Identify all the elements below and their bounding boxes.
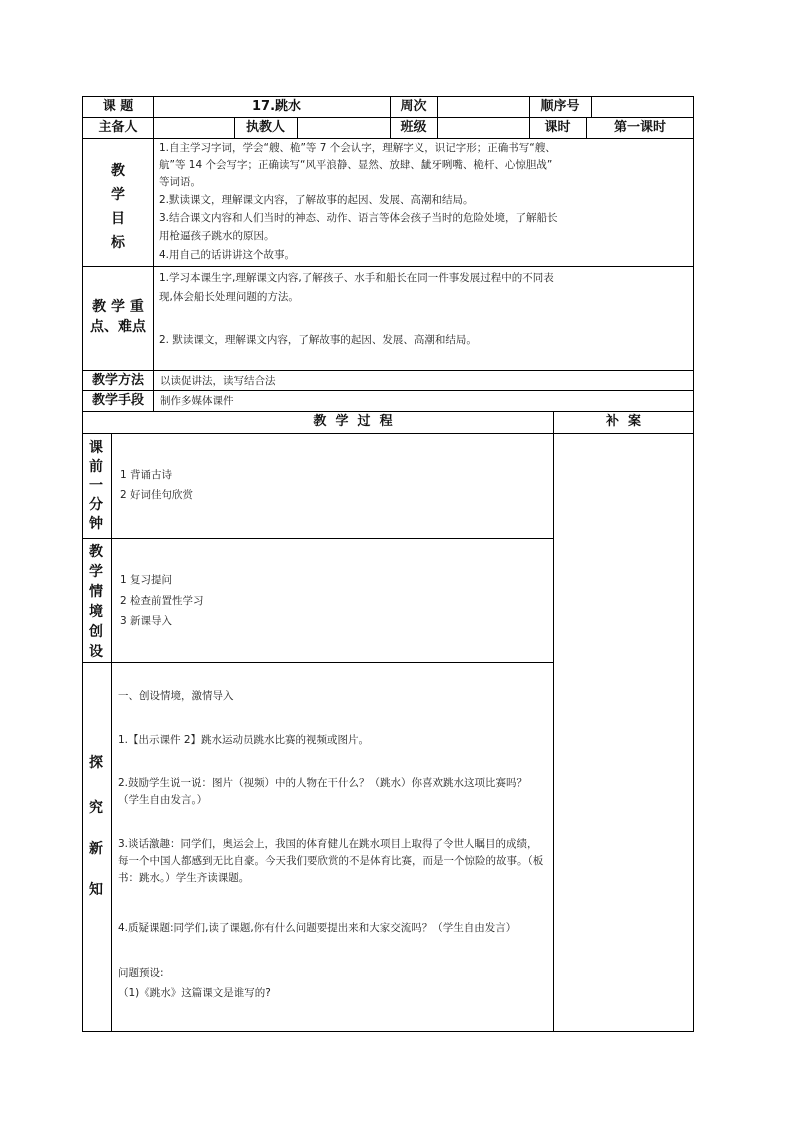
explore-paragraph: 一、创设情境，激情导入 xyxy=(118,690,234,702)
explore-paragraph: 2.鼓励学生说一说：图片（视频）中的人物在干什么？（跳水）你喜欢跳水这项比赛吗？（学生自由发言。） xyxy=(118,777,528,806)
row-divider xyxy=(82,370,694,371)
explore-paragraph: 4.质疑课题:同学们,读了课题,你有什么问题要提出来和大家交流吗？（学生自由发言） xyxy=(118,922,517,934)
col-divider xyxy=(437,96,438,138)
col-divider xyxy=(153,96,154,411)
goals-line: 用枪逼孩子跳水的原因。 xyxy=(159,230,275,242)
section-label-char: 课 xyxy=(89,440,103,456)
supplement-header: 补 案 xyxy=(605,414,642,429)
explore-paragraph: 1.【出示课件 2】跳水运动员跳水比赛的视频或图片。 xyxy=(118,734,370,746)
section-line: 1 复习提问 xyxy=(120,574,173,586)
goals-line: 航”等 14 个会写字；正确读写“风平浪静、显然、放肆、龇牙咧嘴、桅杆、心惊胆战” xyxy=(159,159,553,171)
section-label-char: 前 xyxy=(89,459,103,475)
means-label: 教学手段 xyxy=(91,393,144,408)
focus-line: 1.学习本课生字,理解课文内容,了解孩子、水手和船长在同一件事发展过程中的不同表 xyxy=(159,272,554,284)
section-label-char: 探 xyxy=(89,755,103,771)
teacher-label: 执教人 xyxy=(245,120,285,135)
section-label-char: 情 xyxy=(89,584,103,600)
process-header: 教 学 过 程 xyxy=(313,414,393,429)
goals-label-char: 目 xyxy=(111,211,125,227)
goals-line: 1.自主学习字词，学会“艘、桅”等 7 个会认字，理解字义，识记字形；正确书写“艘、 xyxy=(159,142,556,154)
section-label-char: 设 xyxy=(89,644,103,660)
col-divider xyxy=(591,96,592,117)
section-line: 2 好词佳句欣赏 xyxy=(120,489,194,501)
topic-value: 17.跳水 xyxy=(252,99,302,114)
section-label-char: 创 xyxy=(89,624,103,640)
goals-line: 3.结合课文内容和人们当时的神态、动作、语言等体会孩子当时的危险处境，了解船长 xyxy=(159,212,558,224)
explore-paragraph: 3.谈话激趣：同学们，奥运会上，我国的体育健儿在跳水项目上取得了令世人瞩目的成绩，每一个中国人都感到无比自豪。今天我们要欣赏的不是体育比赛，而是一个惊险的故事。（板书：跳水。）学生齐读课题。 xyxy=(118,838,544,884)
focus-line: 现,体会船长处理问题的方法。 xyxy=(159,291,299,303)
section-label-char: 知 xyxy=(89,882,103,898)
row-divider xyxy=(82,662,553,663)
row-divider xyxy=(82,138,694,139)
goals-line: 2.默读课文，理解课文内容，了解故事的起因、发展、高潮和结局。 xyxy=(159,194,474,206)
row-divider xyxy=(82,538,553,539)
row-divider xyxy=(82,390,694,391)
col-divider xyxy=(297,117,298,138)
focus-line: 2. 默读课文，理解课文内容，了解故事的起因、发展、高潮和结局。 xyxy=(159,334,477,346)
goals-line: 4.用自己的话讲讲这个故事。 xyxy=(159,249,296,261)
topic-label: 课 题 xyxy=(102,99,134,114)
class-label: 班级 xyxy=(400,120,427,135)
section-line: 2 检查前置性学习 xyxy=(120,595,204,607)
section-label-char: 究 xyxy=(89,800,103,816)
col-divider xyxy=(111,433,112,1032)
section-line: 1 背诵古诗 xyxy=(120,469,173,481)
goals-label-char: 标 xyxy=(111,235,125,251)
focus-label-line2: 点、难点 xyxy=(90,319,146,335)
section-label-char: 钟 xyxy=(89,516,103,532)
row-divider xyxy=(82,433,694,434)
section-label-char: 一 xyxy=(89,478,103,494)
period-label: 课时 xyxy=(544,120,571,135)
row-divider xyxy=(82,266,694,267)
section-label-char: 教 xyxy=(89,544,103,560)
method-label: 教学方法 xyxy=(91,373,144,388)
week-label: 周次 xyxy=(400,99,427,114)
section-label-char: 境 xyxy=(89,604,103,620)
period-value: 第一课时 xyxy=(613,120,666,135)
section-line: 3 新课导入 xyxy=(120,615,173,627)
col-divider xyxy=(553,411,554,1032)
section-label-char: 新 xyxy=(89,841,103,857)
goals-line: 等词语。 xyxy=(159,176,201,188)
focus-label-line1: 教 学 重 xyxy=(92,299,144,315)
row-divider xyxy=(82,117,694,118)
preparer-label: 主备人 xyxy=(98,120,138,135)
order-label: 顺序号 xyxy=(540,99,580,114)
goals-label-char: 学 xyxy=(111,187,125,203)
section-label-char: 学 xyxy=(89,564,103,580)
method-value: 以读促讲法，读写结合法 xyxy=(160,375,276,387)
explore-paragraph: （1)《跳水》这篇课文是谁写的? xyxy=(118,987,271,999)
explore-paragraph: 问题预设: xyxy=(118,967,164,979)
row-divider xyxy=(82,411,694,412)
section-label-char: 分 xyxy=(89,497,103,513)
goals-label-char: 教 xyxy=(111,163,125,179)
means-value: 制作多媒体课件 xyxy=(160,395,234,407)
